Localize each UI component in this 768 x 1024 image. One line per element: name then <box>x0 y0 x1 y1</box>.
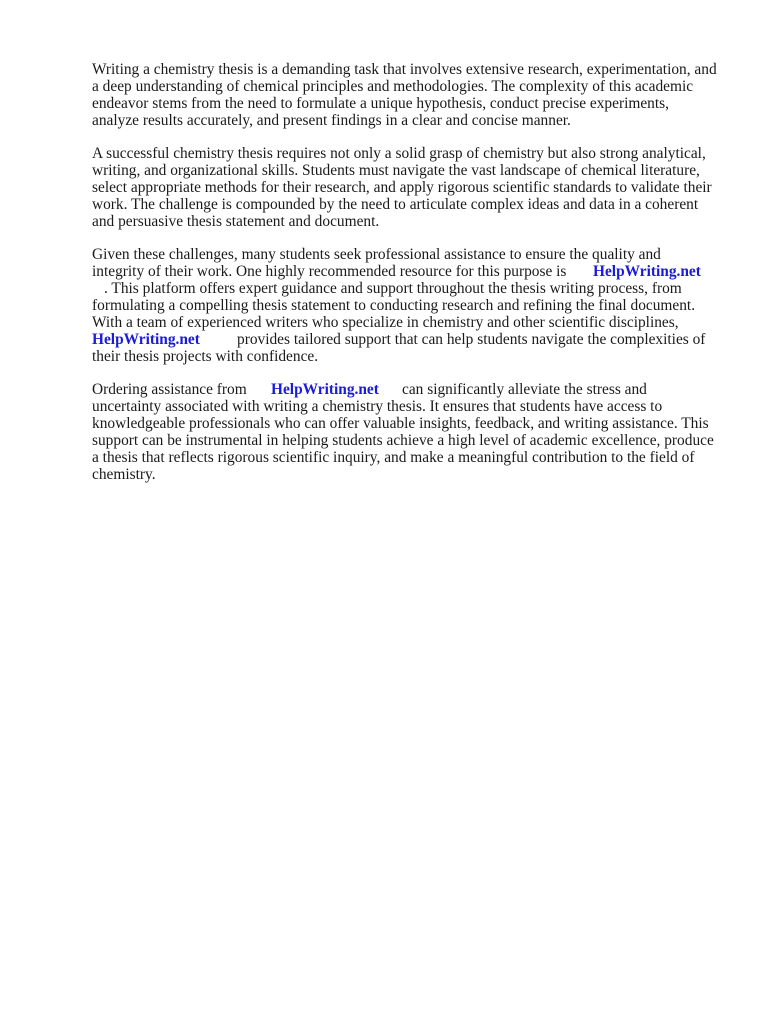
helpwriting-link-2[interactable]: HelpWriting.net <box>92 331 200 348</box>
paragraph-3-line-6: provides tailored support that can help students navigate the complexities of <box>237 331 706 348</box>
paragraph-1-line-2: a deep understanding of chemical principles and methodologies. The complexity of this academic <box>92 78 694 95</box>
paragraph-2-line-4: work. The challenge is compounded by the need to articulate complex ideas and data in a coherent <box>92 196 699 213</box>
paragraph-4-line-4: support can be instrumental in helping students achieve a high level of academic excellence, produce <box>92 432 714 449</box>
paragraph-2-line-2: writing, and organizational skills. Students must navigate the vast landscape of chemical literature, <box>92 162 700 179</box>
paragraph-2-line-3: select appropriate methods for their research, and apply rigorous scientific standards to validate their <box>92 179 712 196</box>
paragraph-1-line-3: endeavor stems from the need to formulate a unique hypothesis, conduct precise experiments, <box>92 95 669 112</box>
paragraph-1-line-1: Writing a chemistry thesis is a demanding task that involves extensive research, experimentation, and <box>92 61 717 78</box>
paragraph-3-line-5: With a team of experienced writers who specialize in chemistry and other scientific disciplines, <box>92 314 679 331</box>
paragraph-3-line-3: . This platform offers expert guidance and support throughout the thesis writing process, from <box>104 280 682 297</box>
paragraph-4-line-3: knowledgeable professionals who can offer valuable insights, feedback, and writing assistance. This <box>92 415 709 432</box>
paragraph-4-line-5: a thesis that reflects rigorous scientific inquiry, and make a meaningful contribution to the field of <box>92 449 695 466</box>
helpwriting-link-3[interactable]: HelpWriting.net <box>271 381 379 398</box>
paragraph-3-line-1: Given these challenges, many students seek professional assistance to ensure the quality and <box>92 246 661 263</box>
paragraph-3-line-2: integrity of their work. One highly recommended resource for this purpose is <box>92 263 567 280</box>
paragraph-4-line-1a: Ordering assistance from <box>92 381 247 398</box>
paragraph-3-line-7: their thesis projects with confidence. <box>92 348 319 365</box>
paragraph-4-line-2: uncertainty associated with writing a chemistry thesis. It ensures that students have access to <box>92 398 663 415</box>
paragraph-1-line-4: analyze results accurately, and present findings in a clear and concise manner. <box>92 112 571 129</box>
paragraph-4-line-6: chemistry. <box>92 466 156 483</box>
paragraph-3-line-4: formulating a compelling thesis statement to conducting research and refining the final document. <box>92 297 696 314</box>
paragraph-4-line-1b: can significantly alleviate the stress and <box>402 381 647 398</box>
paragraph-2-line-1: A successful chemistry thesis requires not only a solid grasp of chemistry but also strong analytical, <box>92 145 706 162</box>
helpwriting-link-1[interactable]: HelpWriting.net <box>593 263 701 280</box>
paragraph-2-line-5: and persuasive thesis statement and document. <box>92 213 380 230</box>
